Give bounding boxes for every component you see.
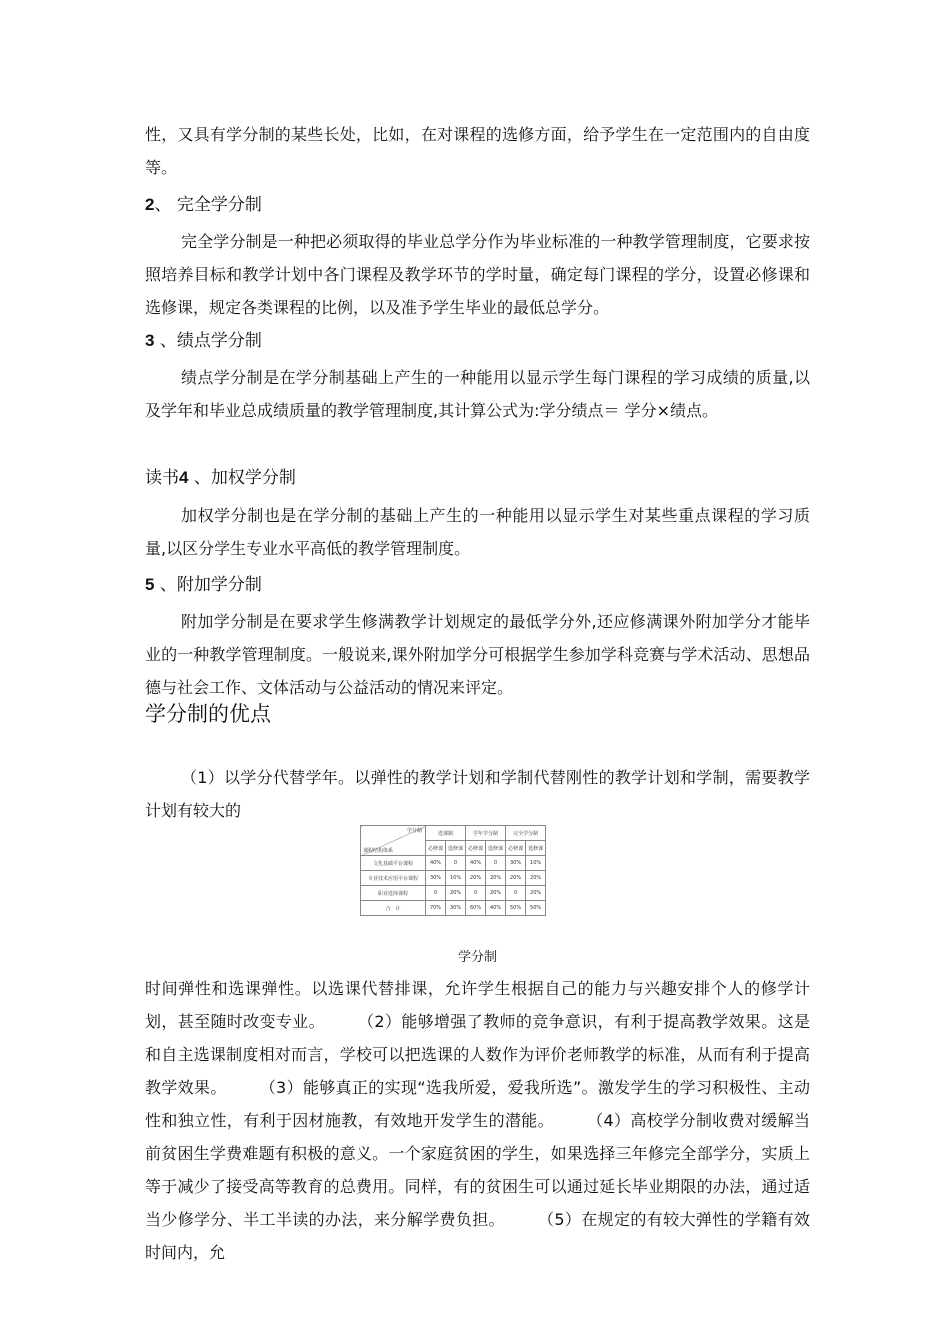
table-subheader: 必修课 bbox=[506, 841, 526, 856]
table-row bbox=[361, 886, 546, 901]
table-corner-top: 学分制 bbox=[406, 828, 422, 834]
table-corner-cell bbox=[361, 826, 426, 856]
credit-structure-table bbox=[360, 825, 546, 916]
table-cell: 40% bbox=[486, 901, 506, 916]
table-cell: 0 bbox=[446, 856, 466, 871]
table-cell: 70% bbox=[426, 901, 446, 916]
table-row bbox=[361, 901, 546, 916]
table-cell: 10% bbox=[446, 871, 466, 886]
heading-gpa-credit: 3 、绩点学分制 bbox=[145, 331, 262, 351]
table-cell: 50% bbox=[506, 901, 526, 916]
heading-weighted-credit: 读书4 、加权学分制 bbox=[145, 468, 296, 488]
table-cell: 0 bbox=[506, 886, 526, 901]
table-subheader: 选修课 bbox=[446, 841, 466, 856]
table-row-label: 专业技术应用平台课程 bbox=[361, 871, 426, 886]
paragraph-advantages-body: 时间弹性和选课弹性。以选课代替排课，允许学生根据自己的能力与兴趣安排个人的修学计划，甚至随时改变专业。 （2）能够增强了教师的竞争意识，有利于提高教学效果。这是和自主选课制度相对而言，学校可以把选课的人数作为评价老师教学的标准，从而有利于提高教学效果。 （3）能够真正的实现“选我所爱，爱我所选”。激发学生的学习积极性、主动性和独立性，有利于因材施教，有效地开发学生的潜能。 （4）高校学分制收费对缓解当前贫困生学费难题有积极的意义。一个家庭贫困的学生，如果选择三年修完全部学分，实质上等于减少了接受高等教育的总费用。同样，有的贫困生可以通过延长毕业期限的办法，通过适当少修学分、半工半读的办法，来分解学费负担。 （5）在规定的有较大弹性的学籍有效时间内，允 bbox=[145, 979, 810, 1262]
paragraph-advantage-1: （1）以学分代替学年。以弹性的教学计划和学制代替刚性的教学计划和学制，需要教学计划有较大的 bbox=[145, 768, 810, 820]
table-cell: 0 bbox=[486, 856, 506, 871]
table-cell: 20% bbox=[526, 886, 546, 901]
table-corner-bottom: 课程结构体系 bbox=[363, 848, 394, 854]
heading-additional-credit: 5 、附加学分制 bbox=[145, 575, 262, 595]
table-subheader: 选修课 bbox=[486, 841, 506, 856]
table-cell: 60% bbox=[466, 901, 486, 916]
table-row-label: 合 计 bbox=[361, 901, 426, 916]
table-cell: 30% bbox=[506, 856, 526, 871]
paragraph-additional-credit: 附加学分制是在要求学生修满教学计划规定的最低学分外,还应修满课外附加学分才能毕业的一种教学管理制度。一般说来,课外附加学分可根据学生参加学科竞赛与学术活动、思想品德与社会工作、文体活动与公益活动的情况来评定。 bbox=[145, 612, 810, 697]
table-group-header: 学年学分制 bbox=[466, 826, 506, 841]
table-cell: 0 bbox=[466, 886, 486, 901]
table-cell: 20% bbox=[486, 886, 506, 901]
table-subheader: 选修课 bbox=[526, 841, 546, 856]
table-group-header: 完全学分制 bbox=[506, 826, 546, 841]
table-cell: 0 bbox=[426, 886, 446, 901]
table-cell: 30% bbox=[446, 901, 466, 916]
table-cell: 20% bbox=[526, 871, 546, 886]
table-cell: 40% bbox=[466, 856, 486, 871]
heading-complete-credit: 2、 完全学分制 bbox=[145, 195, 262, 215]
paragraph-weighted-credit: 加权学分制也是在学分制的基础上产生的一种能用以显示学生对某些重点课程的学习质量,以区分学生专业水平高低的教学管理制度。 bbox=[145, 506, 810, 558]
heading-advantages: 学分制的优点 bbox=[145, 702, 271, 726]
table-subheader: 必修课 bbox=[466, 841, 486, 856]
paragraph-complete-credit: 完全学分制是一种把必须取得的毕业总学分作为毕业标准的一种教学管理制度，它要求按照培养目标和教学计划中各门课程及教学环节的学时量，确定每门课程的学分，设置必修课和选修课，规定各类课程的比例，以及准予学生毕业的最低总学分。 bbox=[145, 232, 810, 317]
table-cell: 50% bbox=[526, 901, 546, 916]
table-cell: 20% bbox=[506, 871, 526, 886]
table-cell: 20% bbox=[446, 886, 466, 901]
table-cell: 20% bbox=[486, 871, 506, 886]
table-row bbox=[361, 871, 546, 886]
table-cell: 30% bbox=[426, 871, 446, 886]
table-row-label: 职业选择课程 bbox=[361, 886, 426, 901]
table-row bbox=[361, 856, 546, 871]
table-caption: 学分制 bbox=[457, 950, 497, 965]
table-group-header: 选课制 bbox=[426, 826, 466, 841]
paragraph-intro: 性，又具有学分制的某些长处，比如，在对课程的选修方面，给予学生在一定范围内的自由度等。 bbox=[145, 125, 810, 177]
paragraph-gpa-credit: 绩点学分制是在学分制基础上产生的一种能用以显示学生每门课程的学习成绩的质量,以及学年和毕业总成绩质量的教学管理制度,其计算公式为:学分绩点＝ 学分×绩点。 bbox=[145, 368, 810, 420]
table-subheader: 必修课 bbox=[426, 841, 446, 856]
table-row-label: 文化基础平台课程 bbox=[361, 856, 426, 871]
table-cell: 10% bbox=[526, 856, 546, 871]
table-cell: 20% bbox=[466, 871, 486, 886]
table-cell: 40% bbox=[426, 856, 446, 871]
